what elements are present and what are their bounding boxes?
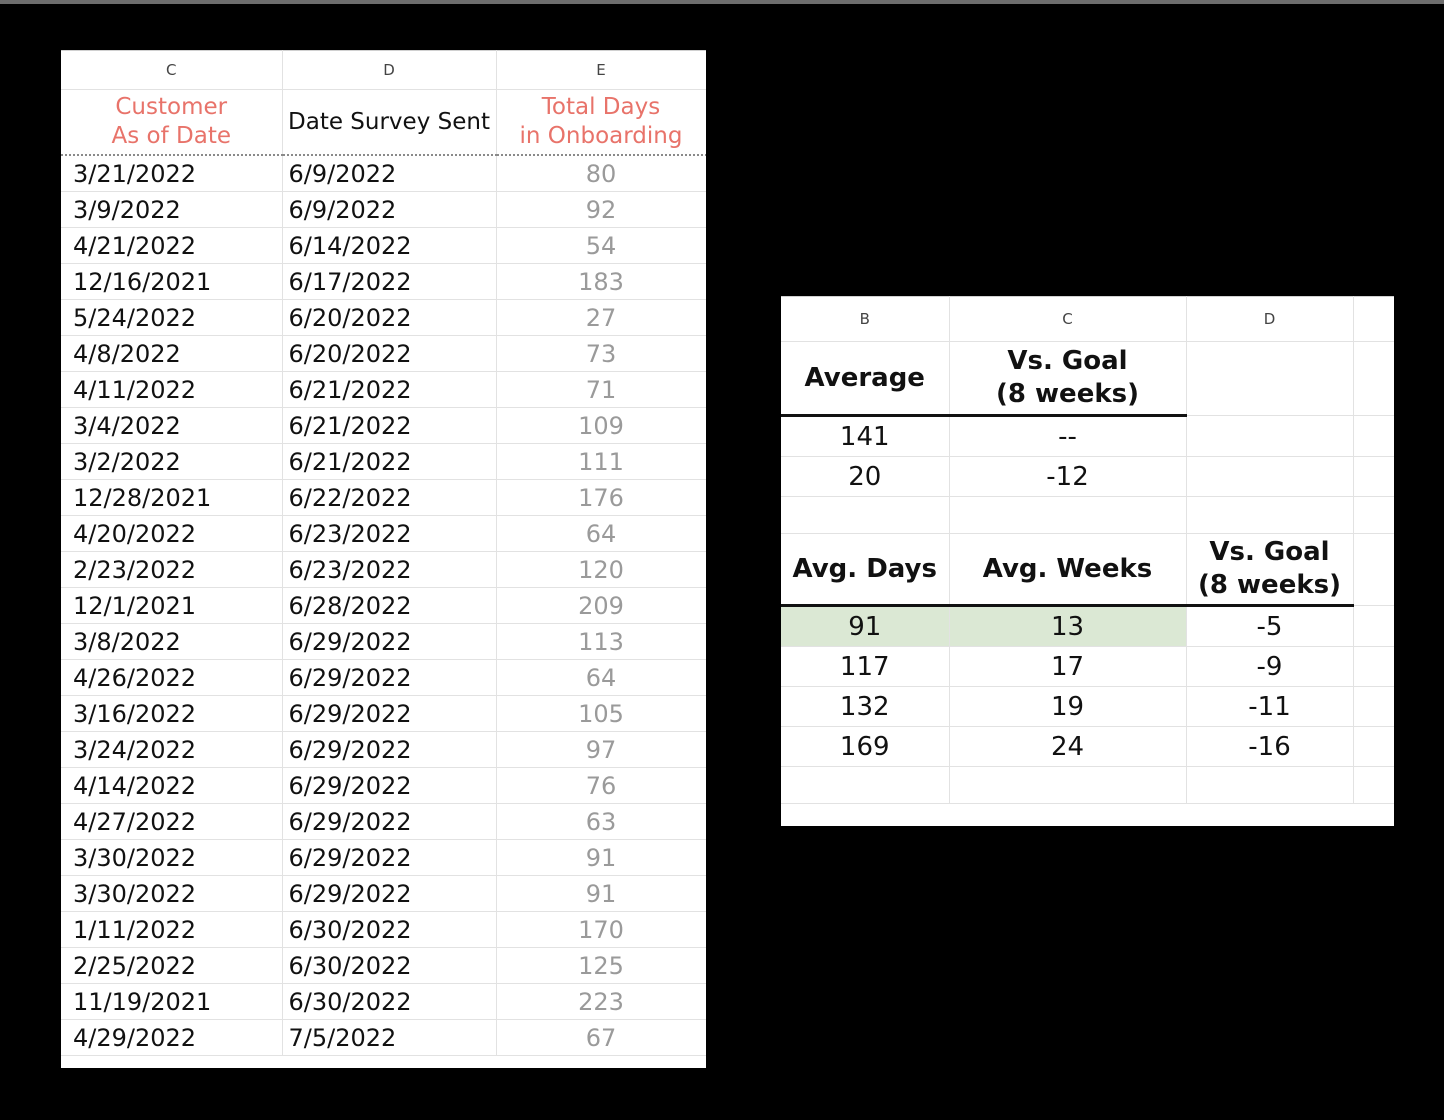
cell-customer-as-of-date[interactable]: 4/14/2022 bbox=[61, 768, 282, 804]
cell-date-survey-sent[interactable]: 6/29/2022 bbox=[282, 840, 496, 876]
cell-date-survey-sent[interactable]: 6/28/2022 bbox=[282, 588, 496, 624]
header-line: As of Date bbox=[111, 123, 231, 149]
cell-total-days[interactable]: 91 bbox=[496, 840, 706, 876]
cell-date-survey-sent[interactable]: 6/30/2022 bbox=[282, 912, 496, 948]
column-header-d[interactable]: D bbox=[282, 51, 496, 90]
cell-customer-as-of-date[interactable]: 3/21/2022 bbox=[61, 155, 282, 192]
cell-total-days[interactable]: 170 bbox=[496, 912, 706, 948]
cell-total-days[interactable]: 64 bbox=[496, 660, 706, 696]
onboarding-table bbox=[61, 50, 706, 1056]
header-avg-days[interactable]: Avg. Days bbox=[781, 534, 949, 606]
cell-total-days[interactable]: 67 bbox=[496, 1020, 706, 1056]
summary-rows bbox=[781, 606, 1394, 804]
onboarding-data-sheet bbox=[61, 50, 706, 1068]
empty-cell[interactable] bbox=[781, 497, 949, 534]
cell-total-days[interactable]: 125 bbox=[496, 948, 706, 984]
cell-customer-as-of-date[interactable]: 4/21/2022 bbox=[61, 228, 282, 264]
cell-total-days[interactable]: 176 bbox=[496, 480, 706, 516]
cell-customer-as-of-date[interactable]: 4/29/2022 bbox=[61, 1020, 282, 1056]
header-average[interactable]: Average bbox=[781, 342, 949, 416]
column-header-c[interactable]: C bbox=[61, 51, 282, 90]
table-row bbox=[61, 768, 706, 804]
cell-total-days[interactable]: 54 bbox=[496, 228, 706, 264]
table-row bbox=[61, 840, 706, 876]
cell-customer-as-of-date[interactable]: 3/24/2022 bbox=[61, 732, 282, 768]
column-header-e[interactable]: E bbox=[496, 51, 706, 90]
cell-date-survey-sent[interactable]: 6/22/2022 bbox=[282, 480, 496, 516]
cell-customer-as-of-date[interactable]: 4/26/2022 bbox=[61, 660, 282, 696]
header-total-days-in-onboarding[interactable] bbox=[496, 90, 706, 156]
cell-customer-as-of-date[interactable]: 1/11/2022 bbox=[61, 912, 282, 948]
table-row bbox=[61, 696, 706, 732]
cell-customer-as-of-date[interactable]: 5/24/2022 bbox=[61, 300, 282, 336]
header-line: Vs. Goal bbox=[1007, 346, 1128, 376]
table-row bbox=[61, 552, 706, 588]
column-header-b[interactable]: B bbox=[781, 297, 949, 342]
cell-total-days[interactable]: 71 bbox=[496, 372, 706, 408]
cell-date-survey-sent[interactable]: 6/29/2022 bbox=[282, 696, 496, 732]
cell-date-survey-sent[interactable]: 6/21/2022 bbox=[282, 372, 496, 408]
cell-customer-as-of-date[interactable]: 3/9/2022 bbox=[61, 192, 282, 228]
table-row bbox=[61, 912, 706, 948]
cell-customer-as-of-date[interactable]: 4/8/2022 bbox=[61, 336, 282, 372]
cell-date-survey-sent[interactable]: 6/29/2022 bbox=[282, 804, 496, 840]
header-line: in Onboarding bbox=[519, 123, 683, 149]
cell-customer-as-of-date[interactable]: 2/25/2022 bbox=[61, 948, 282, 984]
cell-total-days[interactable]: 113 bbox=[496, 624, 706, 660]
table-row bbox=[61, 480, 706, 516]
cell-date-survey-sent[interactable]: 6/29/2022 bbox=[282, 732, 496, 768]
table-row bbox=[61, 408, 706, 444]
empty-cell[interactable] bbox=[1353, 534, 1394, 606]
empty-cell[interactable] bbox=[949, 767, 1186, 804]
cell-customer-as-of-date[interactable]: 3/2/2022 bbox=[61, 444, 282, 480]
cell-total-days[interactable]: 63 bbox=[496, 804, 706, 840]
header-avg-weeks[interactable]: Avg. Weeks bbox=[949, 534, 1186, 606]
cell-avg-days[interactable]: 132 bbox=[781, 687, 949, 727]
empty-cell[interactable] bbox=[1353, 727, 1394, 767]
cell-avg-days[interactable]: 91 bbox=[781, 606, 949, 647]
cell-avg-weeks[interactable]: 24 bbox=[949, 727, 1186, 767]
cell-date-survey-sent[interactable]: 6/23/2022 bbox=[282, 516, 496, 552]
table-row bbox=[61, 732, 706, 768]
header-line: (8 weeks) bbox=[1198, 570, 1341, 600]
table-row bbox=[61, 444, 706, 480]
header-customer-as-of-date[interactable] bbox=[61, 90, 282, 156]
cell-total-days[interactable]: 76 bbox=[496, 768, 706, 804]
empty-cell[interactable] bbox=[781, 767, 949, 804]
cell-date-survey-sent[interactable]: 6/23/2022 bbox=[282, 552, 496, 588]
cell-customer-as-of-date[interactable]: 12/28/2021 bbox=[61, 480, 282, 516]
empty-cell[interactable] bbox=[949, 497, 1186, 534]
table-row bbox=[61, 624, 706, 660]
cell-date-survey-sent[interactable]: 6/30/2022 bbox=[282, 948, 496, 984]
column-header-c[interactable]: C bbox=[949, 297, 1186, 342]
window-top-border bbox=[0, 0, 1444, 4]
cell-vs-goal[interactable]: -11 bbox=[1186, 687, 1353, 727]
cell-total-days[interactable]: 73 bbox=[496, 336, 706, 372]
table-row bbox=[781, 687, 1394, 727]
column-header-d[interactable]: D bbox=[1186, 297, 1353, 342]
cell-total-days[interactable]: 64 bbox=[496, 516, 706, 552]
average-weeks-value[interactable]: 20 bbox=[781, 457, 949, 497]
table-row bbox=[61, 336, 706, 372]
cell-customer-as-of-date[interactable]: 3/8/2022 bbox=[61, 624, 282, 660]
empty-cell[interactable] bbox=[1353, 342, 1394, 416]
table-row bbox=[61, 264, 706, 300]
cell-customer-as-of-date[interactable]: 3/16/2022 bbox=[61, 696, 282, 732]
cell-date-survey-sent[interactable]: 6/29/2022 bbox=[282, 660, 496, 696]
cell-vs-goal[interactable]: -9 bbox=[1186, 647, 1353, 687]
cell-date-survey-sent[interactable]: 6/9/2022 bbox=[282, 192, 496, 228]
cell-total-days[interactable]: 120 bbox=[496, 552, 706, 588]
vs-goal-value[interactable]: -- bbox=[949, 416, 1186, 457]
cell-date-survey-sent[interactable]: 6/14/2022 bbox=[282, 228, 496, 264]
header-vs-goal[interactable] bbox=[1186, 534, 1353, 606]
cell-total-days[interactable]: 223 bbox=[496, 984, 706, 1020]
table-row bbox=[781, 727, 1394, 767]
cell-total-days[interactable]: 91 bbox=[496, 876, 706, 912]
table-row bbox=[61, 948, 706, 984]
table-row bbox=[61, 300, 706, 336]
header-vs-goal[interactable] bbox=[949, 342, 1186, 416]
table-row bbox=[61, 192, 706, 228]
table-row bbox=[61, 155, 706, 192]
cell-customer-as-of-date[interactable]: 12/1/2021 bbox=[61, 588, 282, 624]
cell-total-days[interactable]: 109 bbox=[496, 408, 706, 444]
cell-customer-as-of-date[interactable]: 3/30/2022 bbox=[61, 876, 282, 912]
cell-date-survey-sent[interactable]: 7/5/2022 bbox=[282, 1020, 496, 1056]
cell-avg-weeks[interactable]: 19 bbox=[949, 687, 1186, 727]
cell-vs-goal[interactable]: -16 bbox=[1186, 727, 1353, 767]
header-line: Total Days bbox=[541, 94, 661, 120]
cell-vs-goal[interactable]: -5 bbox=[1186, 606, 1353, 647]
cell-date-survey-sent[interactable]: 6/29/2022 bbox=[282, 624, 496, 660]
cell-avg-weeks[interactable]: 17 bbox=[949, 647, 1186, 687]
cell-customer-as-of-date[interactable]: 11/19/2021 bbox=[61, 984, 282, 1020]
table-row bbox=[61, 660, 706, 696]
empty-cell[interactable] bbox=[1186, 497, 1353, 534]
empty-cell[interactable] bbox=[1353, 647, 1394, 687]
average-value[interactable]: 141 bbox=[781, 416, 949, 457]
table-row bbox=[61, 516, 706, 552]
vs-goal-value[interactable]: -12 bbox=[949, 457, 1186, 497]
cell-date-survey-sent[interactable]: 6/20/2022 bbox=[282, 300, 496, 336]
column-header-blank[interactable] bbox=[1353, 297, 1394, 342]
cell-customer-as-of-date[interactable]: 3/30/2022 bbox=[61, 840, 282, 876]
empty-cell[interactable] bbox=[1186, 767, 1353, 804]
cell-date-survey-sent[interactable]: 6/17/2022 bbox=[282, 264, 496, 300]
cell-date-survey-sent[interactable]: 6/21/2022 bbox=[282, 408, 496, 444]
empty-cell[interactable] bbox=[1353, 606, 1394, 647]
cell-customer-as-of-date[interactable]: 4/20/2022 bbox=[61, 516, 282, 552]
table-row bbox=[781, 606, 1394, 647]
table-row bbox=[61, 1020, 706, 1056]
cell-date-survey-sent[interactable]: 6/20/2022 bbox=[282, 336, 496, 372]
cell-total-days[interactable]: 105 bbox=[496, 696, 706, 732]
header-line: Customer bbox=[115, 94, 228, 120]
table-row bbox=[61, 804, 706, 840]
header-line: Vs. Goal bbox=[1209, 537, 1330, 567]
cell-customer-as-of-date[interactable]: 4/27/2022 bbox=[61, 804, 282, 840]
summary-sheet bbox=[781, 296, 1394, 826]
cell-total-days[interactable]: 80 bbox=[496, 155, 706, 192]
table-row bbox=[781, 647, 1394, 687]
cell-customer-as-of-date[interactable]: 3/4/2022 bbox=[61, 408, 282, 444]
cell-total-days[interactable]: 92 bbox=[496, 192, 706, 228]
table-row bbox=[781, 767, 1394, 804]
empty-cell[interactable] bbox=[1353, 416, 1394, 457]
cell-date-survey-sent[interactable]: 6/29/2022 bbox=[282, 876, 496, 912]
cell-date-survey-sent[interactable]: 6/30/2022 bbox=[282, 984, 496, 1020]
onboarding-rows bbox=[61, 155, 706, 1056]
empty-cell[interactable] bbox=[1353, 497, 1394, 534]
table-row bbox=[61, 984, 706, 1020]
cell-date-survey-sent[interactable]: 6/21/2022 bbox=[282, 444, 496, 480]
empty-cell[interactable] bbox=[1186, 416, 1353, 457]
cell-total-days[interactable]: 111 bbox=[496, 444, 706, 480]
cell-avg-days[interactable]: 117 bbox=[781, 647, 949, 687]
cell-avg-days[interactable]: 169 bbox=[781, 727, 949, 767]
cell-customer-as-of-date[interactable]: 2/23/2022 bbox=[61, 552, 282, 588]
table-row bbox=[61, 228, 706, 264]
table-row bbox=[61, 588, 706, 624]
cell-total-days[interactable]: 97 bbox=[496, 732, 706, 768]
table-row bbox=[61, 372, 706, 408]
cell-date-survey-sent[interactable]: 6/29/2022 bbox=[282, 768, 496, 804]
empty-cell[interactable] bbox=[1353, 457, 1394, 497]
header-date-survey-sent[interactable]: Date Survey Sent bbox=[282, 90, 496, 156]
empty-cell[interactable] bbox=[1353, 687, 1394, 727]
table-row bbox=[61, 876, 706, 912]
cell-total-days[interactable]: 209 bbox=[496, 588, 706, 624]
empty-cell[interactable] bbox=[1353, 767, 1394, 804]
cell-total-days[interactable]: 183 bbox=[496, 264, 706, 300]
cell-date-survey-sent[interactable]: 6/9/2022 bbox=[282, 155, 496, 192]
header-line: (8 weeks) bbox=[996, 379, 1139, 409]
cell-avg-weeks[interactable]: 13 bbox=[949, 606, 1186, 647]
empty-cell[interactable] bbox=[1186, 457, 1353, 497]
cell-customer-as-of-date[interactable]: 12/16/2021 bbox=[61, 264, 282, 300]
empty-cell[interactable] bbox=[1186, 342, 1353, 416]
summary-table bbox=[781, 296, 1394, 804]
cell-customer-as-of-date[interactable]: 4/11/2022 bbox=[61, 372, 282, 408]
cell-total-days[interactable]: 27 bbox=[496, 300, 706, 336]
